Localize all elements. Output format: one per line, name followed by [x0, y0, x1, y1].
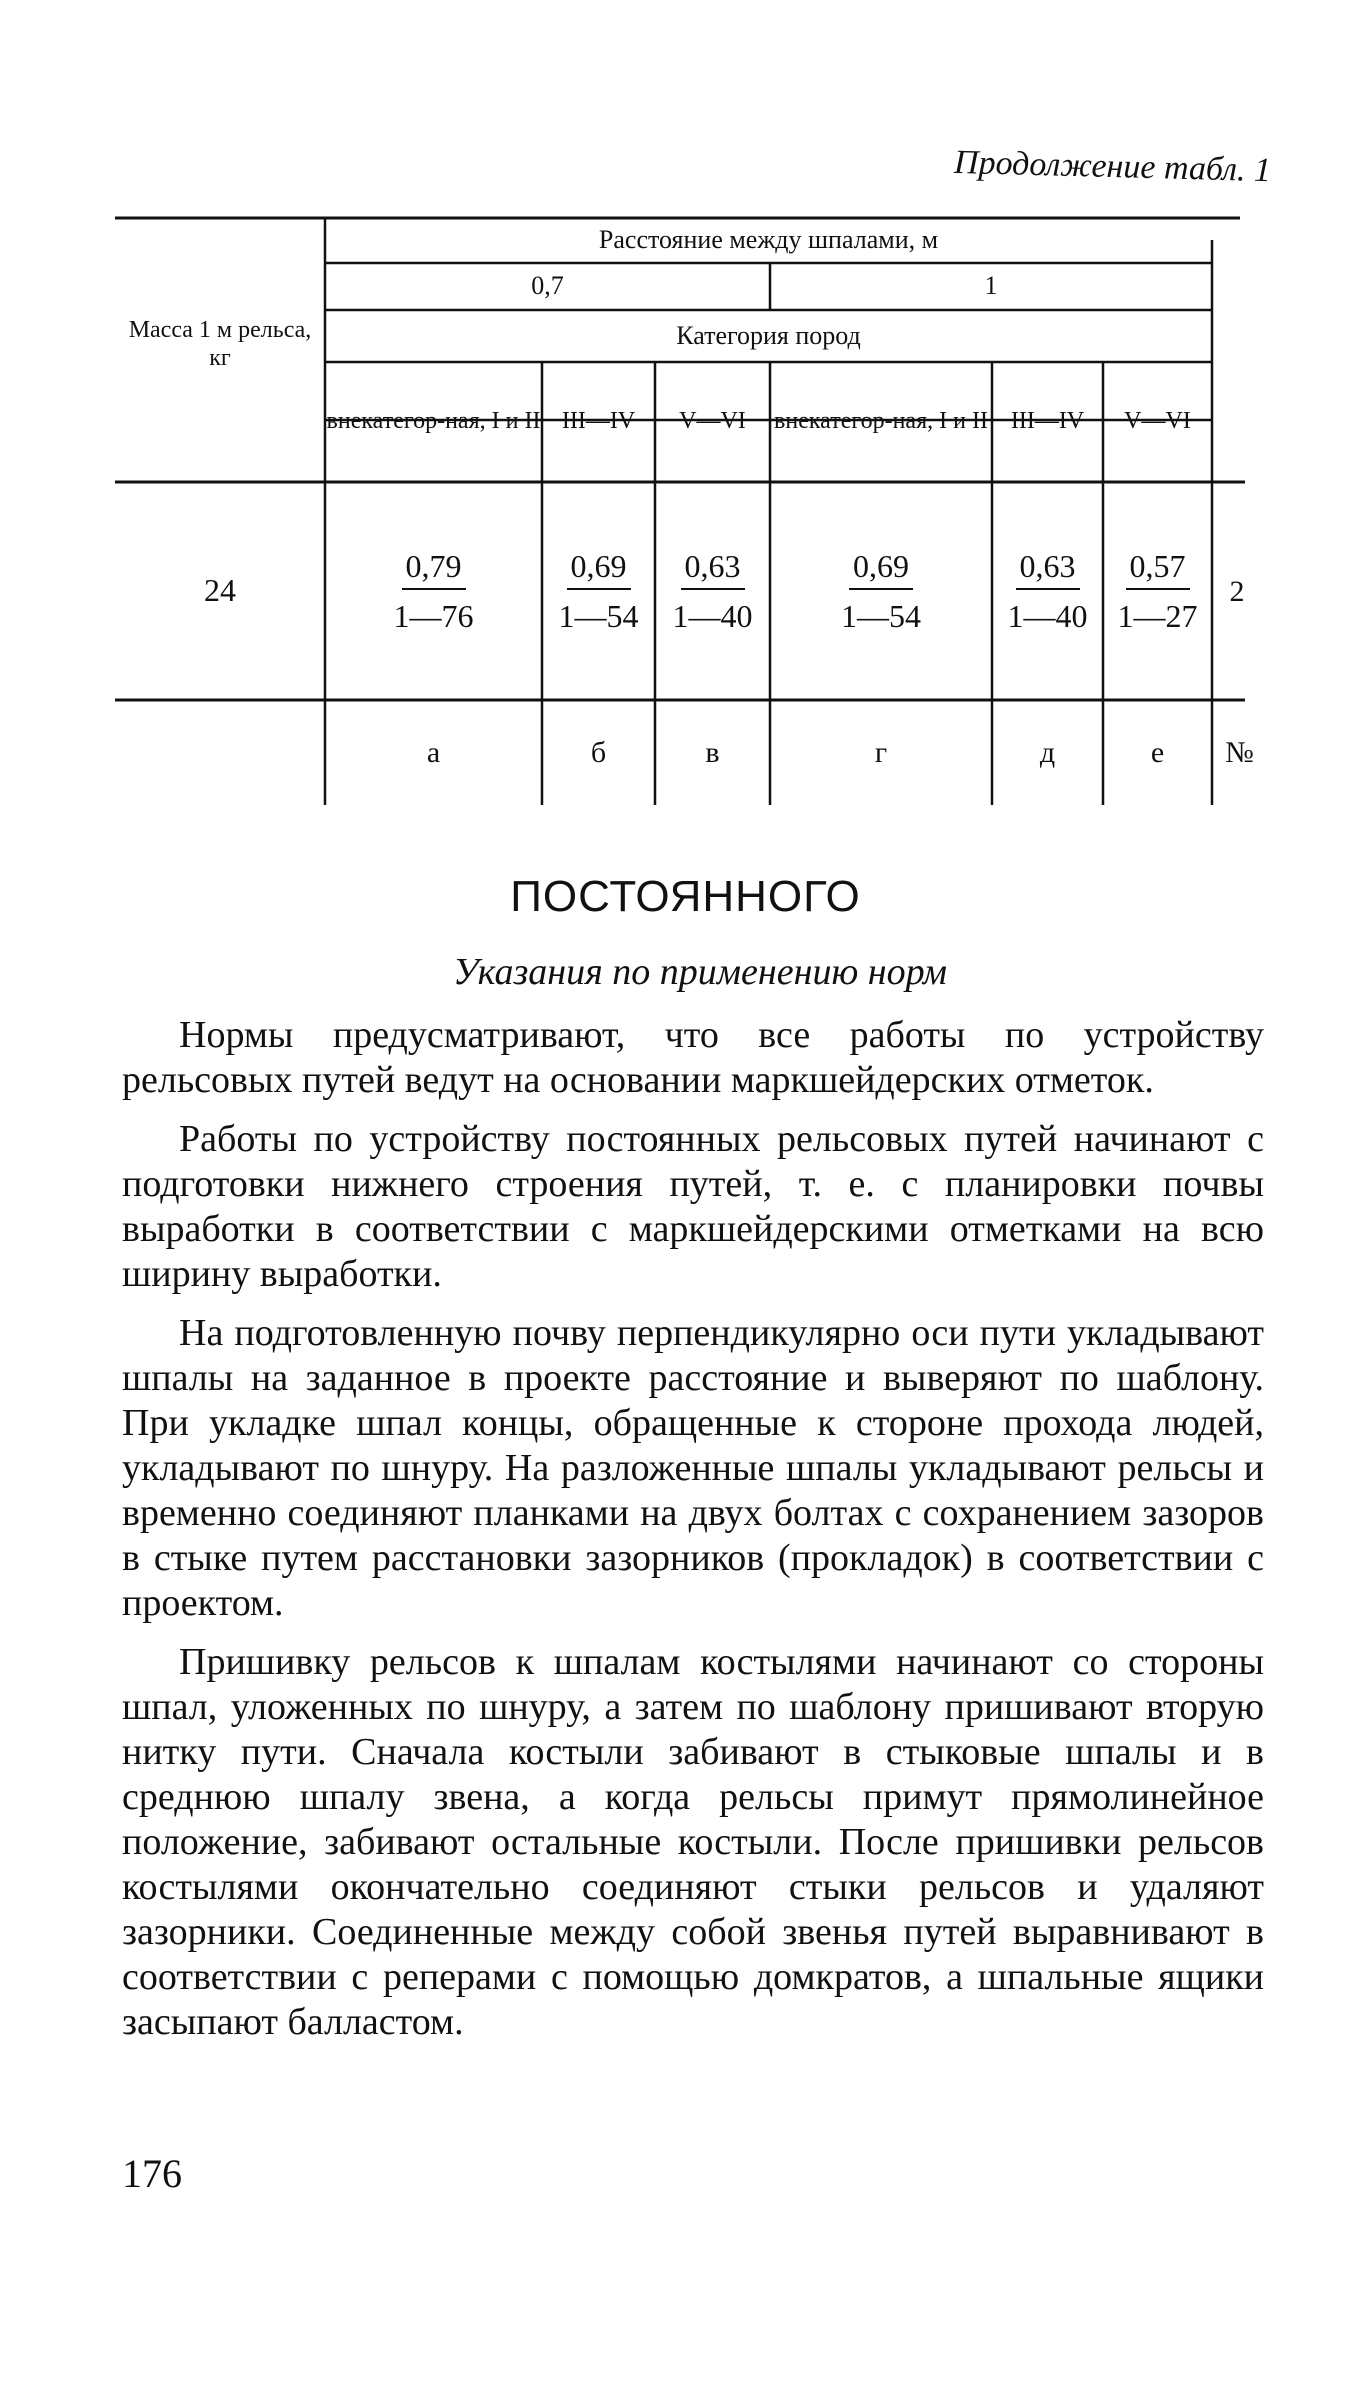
distance-header: Расстояние между шпалами, м	[598, 225, 939, 255]
mass-value: 24	[204, 572, 236, 609]
value-denominator: 1—76	[393, 598, 474, 634]
body-text	[122, 1013, 1264, 2059]
value-numerator: 0,63	[681, 550, 745, 590]
column-letter: в	[705, 736, 720, 769]
section-subtitle: Указания по применению норм	[453, 951, 947, 993]
distance-1: 1	[984, 271, 998, 301]
category-header: Категория пород	[676, 320, 861, 350]
distance-0-7: 0,7	[531, 271, 564, 301]
value-numerator: 0,69	[849, 550, 913, 590]
value-denominator: 1—54	[558, 598, 639, 634]
value-cell	[542, 482, 655, 700]
table-continuation-note: Продолжение табл. 1	[953, 143, 1272, 190]
value-cell	[325, 482, 542, 700]
value-denominator: 1—54	[841, 598, 921, 634]
category-cell: III—IV	[561, 408, 636, 435]
column-letter: г	[874, 736, 888, 769]
value-cell	[655, 482, 770, 700]
value-denominator: 1—40	[1007, 598, 1088, 634]
value-numerator: 0,69	[567, 550, 631, 590]
paragraph: На подготовленную почву перпендикулярно оси пути укладывают шпалы на заданное в проекте расстояние и выверяют по шаблону. При укладке шпал концы, обращенные к стороне прохода людей, укладывают по шнуру. На разложенные шпалы укладывают рельсы и временно соединяют планками на двух болтах с сохранением зазоров в стыке путем расстановки зазорников (прокладок) в соответствии с проектом.	[122, 1312, 1264, 1624]
category-cell: внекатегор-ная, I и II	[326, 408, 541, 435]
paragraph: Нормы предусматривают, что все работы по устройству рельсовых путей ведут на основании маркшейдерских отметок.	[122, 1014, 1264, 1101]
category-cell: V—VI	[1124, 408, 1191, 435]
column-letter: а	[426, 736, 441, 769]
number-sign: №	[1225, 736, 1254, 769]
section-title: ПОСТОЯННОГО	[510, 872, 861, 921]
column-letter: б	[590, 736, 607, 769]
row-number: 2	[1229, 574, 1245, 608]
value-cell	[992, 482, 1103, 700]
category-cell: V—VI	[679, 408, 746, 435]
column-letter: д	[1039, 736, 1056, 769]
value-numerator: 0,57	[1126, 550, 1190, 590]
category-cell: внекатегор-ная, I и II	[774, 408, 988, 435]
value-cell	[770, 482, 992, 700]
paragraph: Пришивку рельсов к шпалам костылями начинают со стороны шпал, уложенных по шнуру, а затем по шаблону пришивают вторую нитку пути. Сначала костыли забивают в стыковые шпалы и в среднюю шпалу звена, а когда рельсы примут прямолинейное положение, забивают остальные костыли. После пришивки рельсов костылями окончательно соединяют стыки рельсов и удаляют зазорники. Соединенные между собой звенья путей выравнивают в соответствии с реперами с помощью домкратов, а шпальные ящики засыпают балластом.	[122, 1641, 1264, 2043]
value-cell	[1103, 482, 1212, 700]
column-letter: е	[1150, 736, 1165, 769]
paragraph: Работы по устройству постоянных рельсовых путей начинают с подготовки нижнего строения путей, т. е. с планировки почвы выработки в соответствии с маркшейдерскими отметками на всю ширину выработки.	[122, 1118, 1264, 1295]
value-denominator: 1—40	[672, 598, 753, 634]
mass-header: Масса 1 м рельса, кг	[128, 317, 312, 371]
category-cell: III—IV	[1010, 408, 1085, 435]
value-numerator: 0,79	[402, 550, 466, 590]
page-number: 176	[122, 2151, 182, 2196]
value-numerator: 0,63	[1016, 550, 1080, 590]
value-denominator: 1—27	[1117, 598, 1198, 634]
